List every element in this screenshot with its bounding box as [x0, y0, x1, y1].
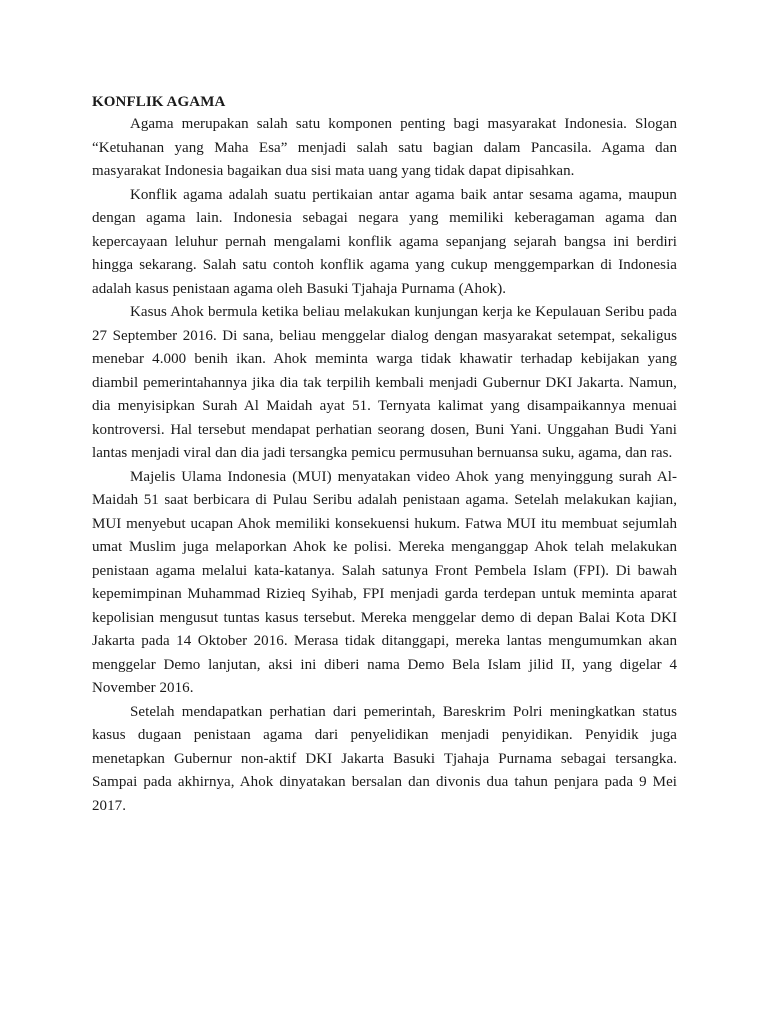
- paragraph-mui-fatwa: Majelis Ulama Indonesia (MUI) menyatakan video Ahok yang menyinggung surah Al-Maidah 51 saat berbicara di Pulau Seribu adalah penistaan agama. Setelah melakukan kajian, MUI menyebut ucapan Ahok memiliki konsekuensi hukum. Fatwa MUI itu membuat sejumlah umat Muslim juga melaporkan Ahok ke polisi. Mereka menganggap Ahok telah melakukan penistaan agama melalui kata-katanya. Salah satunya Front Pembela Islam (FPI). Di bawah kepemimpinan Muhammad Rizieq Syihab, FPI menjadi garda terdepan untuk meminta aparat kepolisian mengusut tuntas kasus tersebut. Mereka menggelar demo di depan Balai Kota DKI Jakarta pada 14 Oktober 2016. Merasa tidak ditanggapi, mereka lantas mengumumkan akan menggelar Demo lanjutan, aksi ini diberi nama Demo Bela Islam jilid II, yang digelar 4 November 2016.: [92, 468, 677, 696]
- paragraph-verdict: Setelah mendapatkan perhatian dari pemerintah, Bareskrim Polri meningkatkan status kasus dugaan penistaan agama dari penyelidikan menjadi penyidikan. Penyidik juga menetapkan Gubernur non-aktif DKI Jakarta Basuki Tjahaja Purnama sebagai tersangka. Sampai pada akhirnya, Ahok dinyatakan bersalan dan divonis dua tahun penjara pada 9 Mei 2017.: [92, 703, 677, 814]
- document-title: KONFLIK AGAMA: [92, 94, 226, 110]
- paragraph-definition: Konflik agama adalah suatu pertikaian antar agama baik antar sesama agama, maupun dengan agama lain. Indonesia sebagai negara yang memiliki keberagaman agama dan kepercayaan leluhur pernah mengalami konflik agama sepanjang sejarah bangsa ini berdiri hingga sekarang. Salah satu contoh konflik agama yang cukup menggemparkan di Indonesia adalah kasus penistaan agama oleh Basuki Tjahaja Purnama (Ahok).: [92, 186, 677, 297]
- paragraph-ahok-case: Kasus Ahok bermula ketika beliau melakukan kunjungan kerja ke Kepulauan Seribu pada 27 September 2016. Di sana, beliau menggelar dialog dengan masyarakat setempat, sekaligus menebar 4.000 benih ikan. Ahok meminta warga tidak khawatir terhadap kebijakan yang diambil pemerintahannya jika dia tak terpilih kembali menjadi Gubernur DKI Jakarta. Namun, dia menyisipkan Surah Al Maidah ayat 51. Ternyata kalimat yang disampaikannya menuai kontroversi. Hal tersebut mendapat perhatian seorang dosen, Buni Yani. Unggahan Budi Yani lantas menjadi viral dan dia jadi tersangka pemicu permusuhan bernuansa suku, agama, dan ras.: [92, 304, 677, 461]
- paragraph-intro: Agama merupakan salah satu komponen penting bagi masyarakat Indonesia. Slogan “Ketuhanan yang Maha Esa” menjadi salah satu bagian dalam Pancasila. Agama dan masyarakat Indonesia bagaikan dua sisi mata uang yang tidak dapat dipisahkan.: [92, 116, 677, 179]
